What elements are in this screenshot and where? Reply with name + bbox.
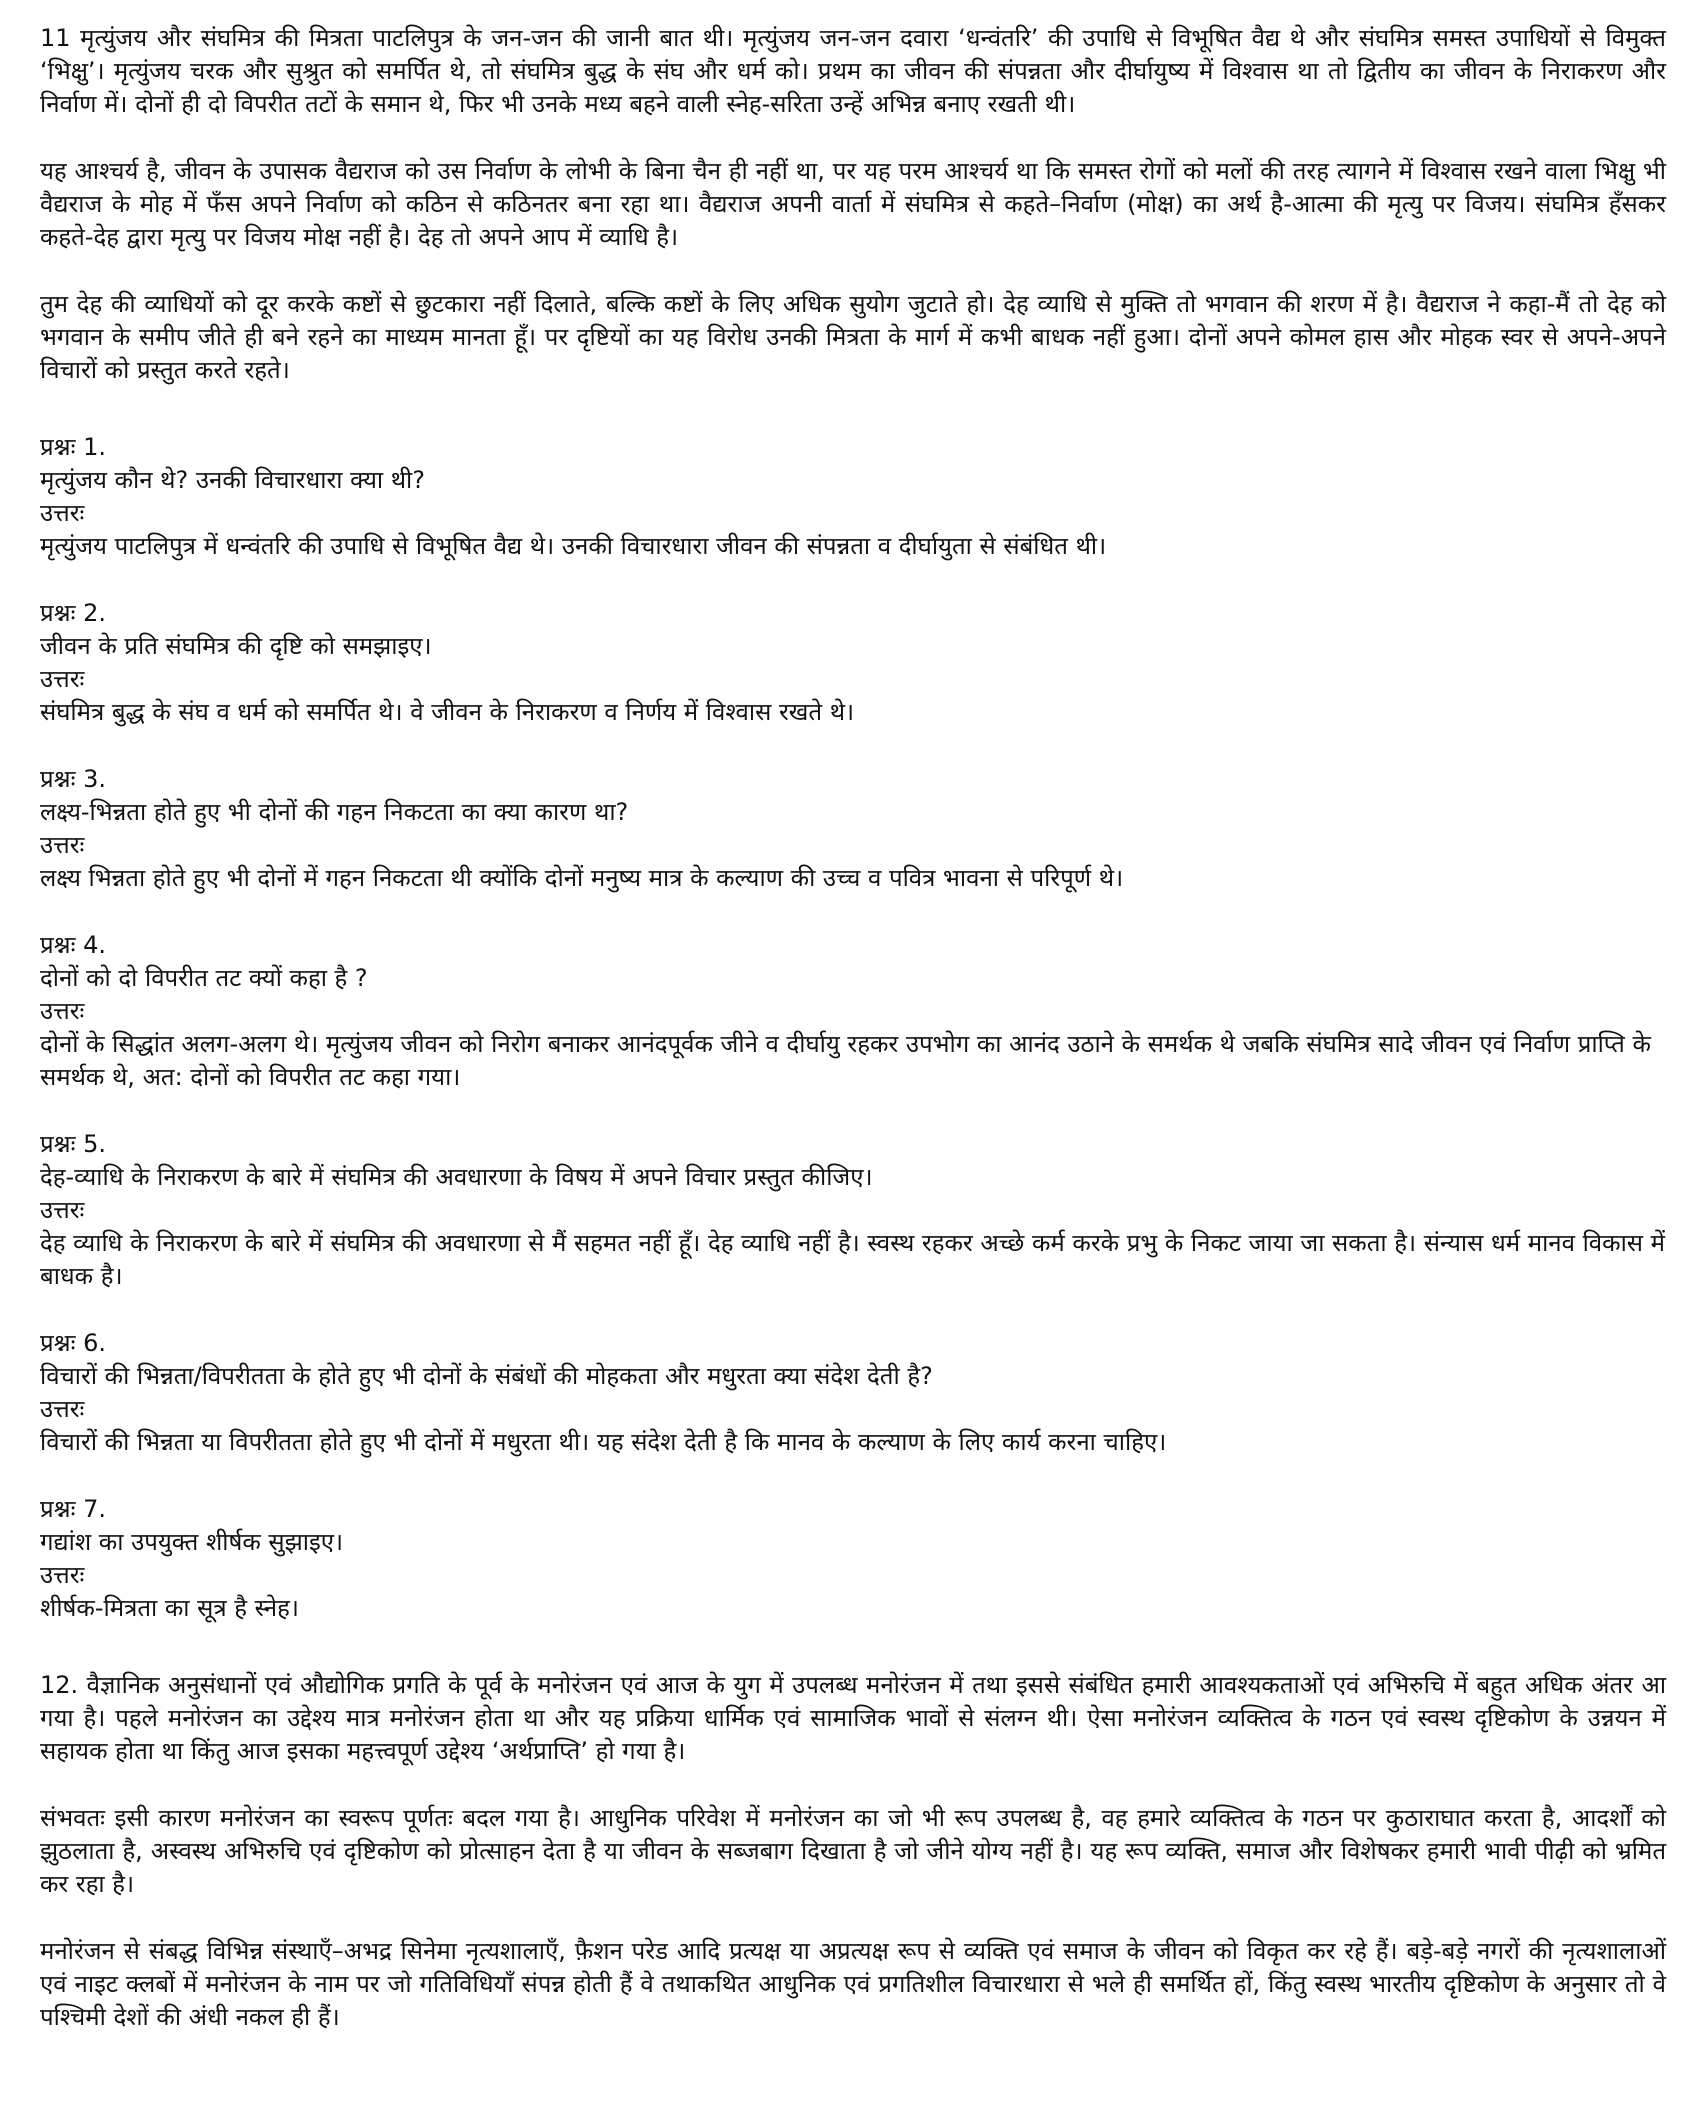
question-item-1 — [40, 431, 1666, 563]
question-item-5 — [40, 1128, 1666, 1293]
answer-text: मृत्युंजय पाटलिपुत्र में धन्वंतरि की उपाधि से विभूषित वैद्य थे। उनकी विचारधारा जीवन की संपन्नता व दीर्घायुता से संबंधित थी। — [40, 532, 1107, 560]
answer-label: उत्तरः — [40, 831, 85, 859]
answer-label: उत्तरः — [40, 665, 85, 693]
question-item-7 — [40, 1493, 1666, 1625]
answer-label: उत्तरः — [40, 1561, 85, 1589]
passage-12-paragraph-2: संभवतः इसी कारण मनोरंजन का स्वरूप पूर्णतः बदल गया है। आधुनिक परिवेश में मनोरंजन का जो भी रूप उपलब्ध है, वह हमारे व्यक्तित्व के गठन पर कुठाराघात करता है, आदर्शों को झुठलाता है, अस्वस्थ अभिरुचि एवं दृष्टिकोण को प्रोत्साहन देता है या जीवन के सब्जबाग दिखाता है जो जीने योग्य नहीं है। यह रूप व्यक्ति, समाज और विशेषकर हमारी भावी पीढ़ी को भ्रमित कर रहा है। — [40, 1804, 1666, 1898]
question-label: प्रश्नः 3. — [40, 765, 106, 793]
passage-11-paragraph-3: तुम देह की व्याधियों को दूर करके कष्टों से छुटकारा नहीं दिलाते, बल्कि कष्टों के लिए अधिक सुयोग जुटाते हो। देह व्याधि से मुक्ति तो भगवान की शरण में है। वैद्यराज ने कहा-मैं तो देह को भगवान के समीप जीते ही बने रहने का माध्यम मानता हूँ। पर दृष्टियों का यह विरोध उनकी मित्रता के मार्ग में कभी बाधक नहीं हुआ। दोनों अपने कोमल हास और मोहक स्वर से अपने-अपने विचारों को प्रस्तुत करते रहते। — [40, 290, 1666, 384]
passage-12 — [40, 1669, 1666, 2034]
passage-11 — [40, 22, 1666, 387]
question-text: लक्ष्य-भिन्नता होते हुए भी दोनों की गहन निकटता का क्या कारण था? — [40, 798, 629, 826]
question-label: प्रश्नः 1. — [40, 433, 106, 461]
question-text: विचारों की भिन्नता/विपरीतता के होते हुए भी दोनों के संबंधों की मोहकता और मधुरता क्या संदेश देती है? — [40, 1362, 933, 1390]
answer-label: उत्तरः — [40, 997, 85, 1025]
answer-text: विचारों की भिन्नता या विपरीतता होते हुए भी दोनों में मधुरता थी। यह संदेश देती है कि मानव के कल्याण के लिए कार्य करना चाहिए। — [40, 1428, 1167, 1456]
question-text: जीवन के प्रति संघमित्र की दृष्टि को समझाइए। — [40, 632, 432, 660]
question-item-4 — [40, 929, 1666, 1094]
passage-11-paragraph-1: 11 मृत्युंजय और संघमित्र की मित्रता पाटलिपुत्र के जन-जन की जानी बात थी। मृत्युंजय जन-जन दवारा ‘धन्वंतरि’ की उपाधि से विभूषित वैद्य थे और संघमित्र समस्त उपाधियों से विमुक्त ‘भिक्षु’। मृत्युंजय चरक और सुश्रुत को समर्पित थे, तो संघमित्र बुद्ध के संघ और धर्म को। प्रथम का जीवन की संपन्नता और दीर्घायुष्य में विश्वास था तो द्वितीय का जीवन के निराकरण और निर्वाण में। दोनों ही दो विपरीत तटों के समान थे, फिर भी उनके मध्य बहने वाली स्नेह-सरिता उन्हें अभिन्न बनाए रखती थी। — [40, 24, 1666, 118]
question-text: मृत्युंजय कौन थे? उनकी विचारधारा क्या थी? — [40, 466, 426, 494]
answer-text: लक्ष्य भिन्नता होते हुए भी दोनों में गहन निकटता थी क्योंकि दोनों मनुष्य मात्र के कल्याण की उच्च व पवित्र भावना से परिपूर्ण थे। — [40, 864, 1124, 892]
answer-label: उत्तरः — [40, 499, 85, 527]
question-text: देह-व्याधि के निराकरण के बारे में संघमित्र की अवधारणा के विषय में अपने विचार प्रस्तुत कीजिए। — [40, 1163, 873, 1191]
question-item-6 — [40, 1327, 1666, 1459]
question-label: प्रश्नः 7. — [40, 1495, 106, 1523]
question-item-2 — [40, 597, 1666, 729]
passage-12-paragraph-1: 12. वैज्ञानिक अनुसंधानों एवं औद्योगिक प्रगति के पूर्व के मनोरंजन एवं आज के युग में उपलब्ध मनोरंजन में तथा इससे संबंधित हमारी आवश्यकताओं एवं अभिरुचि में बहुत अधिक अंतर आ गया है। पहले मनोरंजन का उद्देश्य मात्र मनोरंजन होता था और यह प्रक्रिया धार्मिक एवं सामाजिक भावों से संलग्न थी। ऐसा मनोरंजन व्यक्तित्व के गठन एवं स्वस्थ दृष्टिकोण के उन्नयन में सहायक होता था किंतु आज इसका महत्त्वपूर्ण उद्देश्य ‘अर्थप्राप्ति’ हो गया है। — [40, 1671, 1666, 1765]
question-label: प्रश्नः 6. — [40, 1329, 106, 1357]
question-answer-list — [40, 431, 1666, 1625]
answer-text: संघमित्र बुद्ध के संघ व धर्म को समर्पित थे। वे जीवन के निराकरण व निर्णय में विश्वास रखते थे। — [40, 698, 855, 726]
answer-label: उत्तरः — [40, 1395, 85, 1423]
passage-11-paragraph-2: यह आश्चर्य है, जीवन के उपासक वैद्यराज को उस निर्वाण के लोभी के बिना चैन ही नहीं था, पर यह परम आश्चर्य था कि समस्त रोगों को मलों की तरह त्यागने में विश्वास रखने वाला भिक्षु भी वैद्यराज के मोह में फँस अपने निर्वाण को कठिन से कठिनतर बना रहा था। वैद्यराज अपनी वार्ता में संघमित्र से कहते–निर्वाण (मोक्ष) का अर्थ है-आत्मा की मृत्यु पर विजय। संघमित्र हँसकर कहते-देह द्वारा मृत्यु पर विजय मोक्ष नहीं है। देह तो अपने आप में व्याधि है। — [40, 157, 1666, 251]
question-label: प्रश्नः 4. — [40, 931, 106, 959]
question-text: गद्यांश का उपयुक्त शीर्षक सुझाइए। — [40, 1528, 344, 1556]
passage-12-paragraph-3: मनोरंजन से संबद्ध विभिन्न संस्थाएँ–अभद्र सिनेमा नृत्यशालाएँ, फ़ैशन परेड आदि प्रत्यक्ष या अप्रत्यक्ष रूप से व्यक्ति एवं समाज के जीवन को विकृत कर रहे हैं। बड़े-बड़े नगरों की नृत्यशालाओं एवं नाइट क्लबों में मनोरंजन के नाम पर जो गतिविधियाँ संपन्न होती हैं वे तथाकथित आधुनिक एवं प्रगतिशील विचारधारा से भले ही समर्थित हों, किंतु स्वस्थ भारतीय दृष्टिकोण के अनुसार तो वे पश्चिमी देशों की अंधी नकल ही हैं। — [40, 1937, 1666, 2031]
question-text: दोनों को दो विपरीत तट क्यों कहा है ? — [40, 964, 368, 992]
question-label: प्रश्नः 5. — [40, 1130, 106, 1158]
document-page — [40, 22, 1666, 2068]
question-label: प्रश्नः 2. — [40, 599, 106, 627]
question-item-3 — [40, 763, 1666, 895]
answer-text: दोनों के सिद्धांत अलग-अलग थे। मृत्युंजय जीवन को निरोग बनाकर आनंदपूर्वक जीने व दीर्घायु रहकर उपभोग का आनंद उठाने के समर्थक थे जबकि संघमित्र सादे जीवन एवं निर्वाण प्राप्ति के समर्थक थे, अत: दोनों को विपरीत तट कहा गया। — [40, 1030, 1651, 1091]
answer-text: शीर्षक-मित्रता का सूत्र है स्नेह। — [40, 1594, 299, 1622]
answer-text: देह व्याधि के निराकरण के बारे में संघमित्र की अवधारणा से मैं सहमत नहीं हूँ। देह व्याधि नहीं है। स्वस्थ रहकर अच्छे कर्म करके प्रभु के निकट जाया जा सकता है। संन्यास धर्म मानव विकास में बाधक है। — [40, 1229, 1665, 1290]
answer-label: उत्तरः — [40, 1196, 85, 1224]
